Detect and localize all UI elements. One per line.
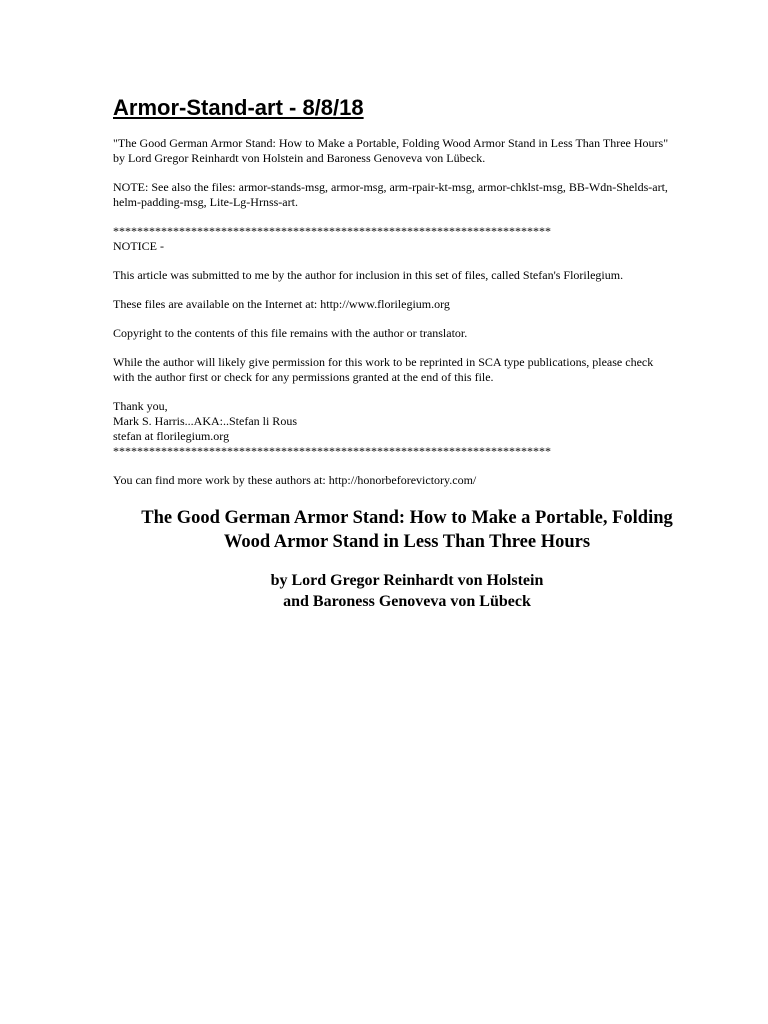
available-paragraph [113, 297, 713, 312]
article-title [107, 506, 707, 554]
note-paragraph [113, 180, 713, 210]
copyright-text: Copyright to the contents of this file remains with the author or translator. [113, 326, 468, 340]
intro-paragraph [113, 136, 713, 166]
more-work-paragraph [113, 473, 713, 488]
submitted-paragraph [113, 268, 713, 283]
available-text: These files are available on the Internet at: http://www.florilegium.org [113, 297, 450, 311]
more-work-text: You can find more work by these authors at: http://honorbeforevictory.com/ [113, 473, 477, 487]
article-title-line-2: Wood Armor Stand in Less Than Three Hours [223, 532, 591, 552]
stars-divider-top: ************************************************************************* [113, 224, 551, 238]
article-byline [107, 570, 707, 612]
permission-line-1: While the author will likely give permission for this work to be reprinted in SCA type publications, please check [113, 355, 654, 369]
notice-heading: NOTICE - [113, 239, 164, 253]
page-title: Armor-Stand-art - 8/8/18 [113, 95, 364, 120]
signature-block [113, 399, 713, 459]
byline-line-1: by Lord Gregor Reinhardt von Holstein [270, 572, 544, 589]
notice-block [113, 224, 713, 254]
signature-email: stefan at florilegium.org [113, 429, 230, 443]
permission-paragraph [113, 355, 713, 385]
copyright-paragraph [113, 326, 713, 341]
document-page [113, 94, 713, 612]
thanks-text: Thank you, [113, 399, 168, 413]
stars-divider-bottom: ************************************************************************* [113, 444, 551, 458]
article-title-line-1: The Good German Armor Stand: How to Make a Portable, Folding [141, 508, 673, 528]
intro-authors-line: by Lord Gregor Reinhardt von Holstein and Baroness Genoveva von Lübeck. [113, 151, 486, 165]
intro-title-line: "The Good German Armor Stand: How to Make a Portable, Folding Wood Armor Stand in Less Than Three Hours" [113, 136, 669, 150]
note-line-2: helm-padding-msg, Lite-Lg-Hrnss-art. [113, 195, 298, 209]
submitted-text: This article was submitted to me by the author for inclusion in this set of files, called Stefan's Florilegium. [113, 268, 624, 282]
note-line-1: NOTE: See also the files: armor-stands-msg, armor-msg, arm-rpair-kt-msg, armor-chklst-msg, BB-Wdn-Shelds-art, [113, 180, 668, 194]
permission-line-2: with the author first or check for any permissions granted at the end of this file. [113, 370, 494, 384]
byline-line-2: and Baroness Genoveva von Lübeck [283, 593, 531, 610]
signature-name: Mark S. Harris...AKA:..Stefan li Rous [113, 414, 297, 428]
